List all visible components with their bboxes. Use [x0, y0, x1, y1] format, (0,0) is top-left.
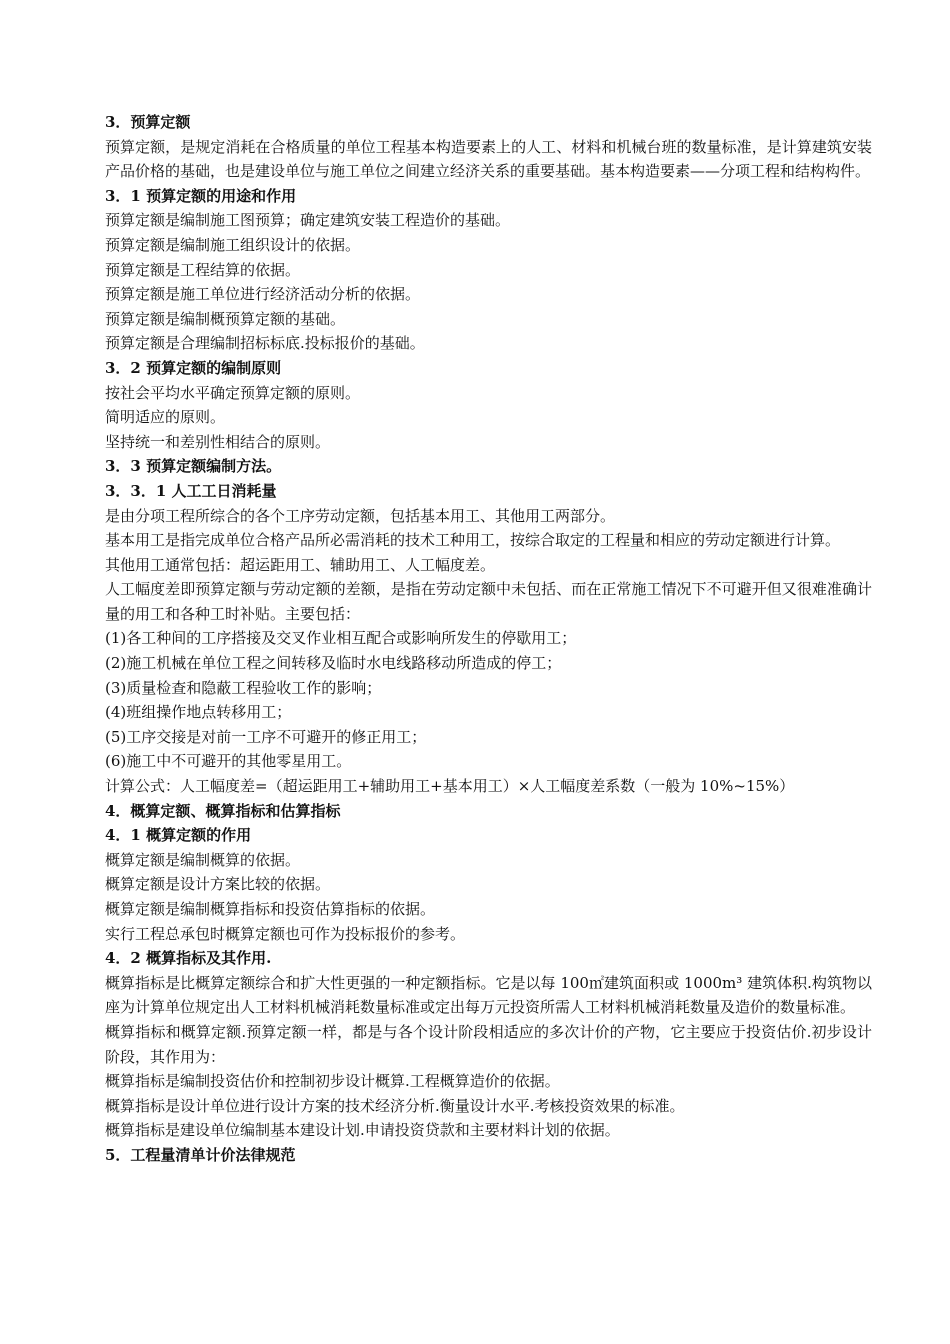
paragraph: 坚持统一和差别性相结合的原则。	[105, 432, 331, 451]
formula-line: 计算公式：人工幅度差=（超运距用工+辅助用工+基本用工）×人工幅度差系数（一般为 10%~15%）	[105, 777, 795, 796]
section-heading: 4．概算定额、概算指标和估算指标	[105, 801, 341, 820]
paragraph: 概算指标是设计单位进行设计方案的技术经济分析.衡量设计水平.考核投资效果的标准。	[105, 1096, 685, 1115]
paragraph: 预算定额是工程结算的依据。	[105, 260, 301, 279]
paragraph: 预算定额是施工单位进行经济活动分析的依据。	[105, 285, 421, 304]
list-item: (4)班组操作地点转移用工；	[105, 703, 292, 722]
list-item: (1)各工种间的工序搭接及交叉作业相互配合或影响所发生的停歇用工；	[105, 629, 577, 648]
paragraph: 是由分项工程所综合的各个工序劳动定额，包括基本用工、其他用工两部分。	[105, 506, 616, 525]
section-heading: 5．工程量清单计价法律规范	[105, 1145, 296, 1164]
paragraph: 其他用工通常包括：超运距用工、辅助用工、人工幅度差。	[105, 555, 496, 574]
section-heading: 3．1 预算定额的用途和作用	[105, 186, 297, 205]
document-body	[105, 110, 872, 1168]
paragraph: 概算定额是设计方案比较的依据。	[105, 875, 331, 894]
paragraph: 预算定额，是规定消耗在合格质量的单位工程基本构造要素上的人工、材料和机械台班的数量标准，是计算建筑安装产品价格的基础，也是建设单位与施工单位之间建立经济关系的重要基础。基本构造要素——分项工程和结构构件。	[105, 137, 872, 181]
paragraph: 实行工程总承包时概算定额也可作为投标报价的参考。	[105, 924, 466, 943]
list-item: (3)质量检查和隐蔽工程验收工作的影响；	[105, 678, 382, 697]
paragraph: 基本用工是指完成单位合格产品所必需消耗的技术工种用工，按综合取定的工程量和相应的劳动定额进行计算。	[105, 531, 841, 550]
paragraph: 概算指标是编制投资估价和控制初步设计概算.工程概算造价的依据。	[105, 1072, 560, 1091]
paragraph: 按社会平均水平确定预算定额的原则。	[105, 383, 361, 402]
section-heading: 3．预算定额	[105, 113, 191, 131]
list-item: (2)施工机械在单位工程之间转移及临时水电线路移动所造成的停工；	[105, 654, 562, 673]
list-item: (5)工序交接是对前一工序不可避开的修正用工；	[105, 727, 427, 746]
paragraph: 概算定额是编制概算的依据。	[105, 850, 301, 869]
paragraph: 概算指标是比概算定额综合和扩大性更强的一种定额指标。它是以每 100㎡建筑面积或 1000m³ 建筑体积.构筑物以座为计算单位规定出人工材料机械消耗数量标准或定出每万元投资所需人工材料机械消耗数量及造价的数量标准。	[105, 973, 872, 1017]
paragraph: 预算定额是编制施工图预算；确定建筑安装工程造价的基础。	[105, 211, 511, 230]
paragraph: 概算指标和概算定额.预算定额一样，都是与各个设计阶段相适应的多次计价的产物，它主要应于投资估价.初步设计阶段，其作用为：	[105, 1022, 872, 1066]
paragraph: 预算定额是合理编制招标标底.投标报价的基础。	[105, 334, 425, 353]
section-heading: 3．2 预算定额的编制原则	[105, 358, 282, 377]
paragraph: 预算定额是编制施工组织设计的依据。	[105, 235, 361, 254]
section-heading: 4．2 概算指标及其作用.	[105, 949, 272, 968]
paragraph: 概算指标是建设单位编制基本建设计划.申请投资贷款和主要材料计划的依据。	[105, 1121, 620, 1140]
section-heading: 3．3 预算定额编制方法。	[105, 457, 282, 476]
paragraph: 人工幅度差即预算定额与劳动定额的差额，是指在劳动定额中未包括、而在正常施工情况下不可避开但又很难准确计量的用工和各种工时补贴。主要包括：	[105, 580, 872, 623]
paragraph: 概算定额是编制概算指标和投资估算指标的依据。	[105, 900, 436, 918]
section-heading: 3．3．1 人工工日消耗量	[105, 481, 277, 500]
list-item: (6)施工中不可避开的其他零星用工。	[105, 752, 352, 771]
paragraph: 预算定额是编制概预算定额的基础。	[105, 309, 346, 328]
section-heading: 4．1 概算定额的作用	[105, 826, 252, 845]
paragraph: 简明适应的原则。	[105, 408, 226, 427]
